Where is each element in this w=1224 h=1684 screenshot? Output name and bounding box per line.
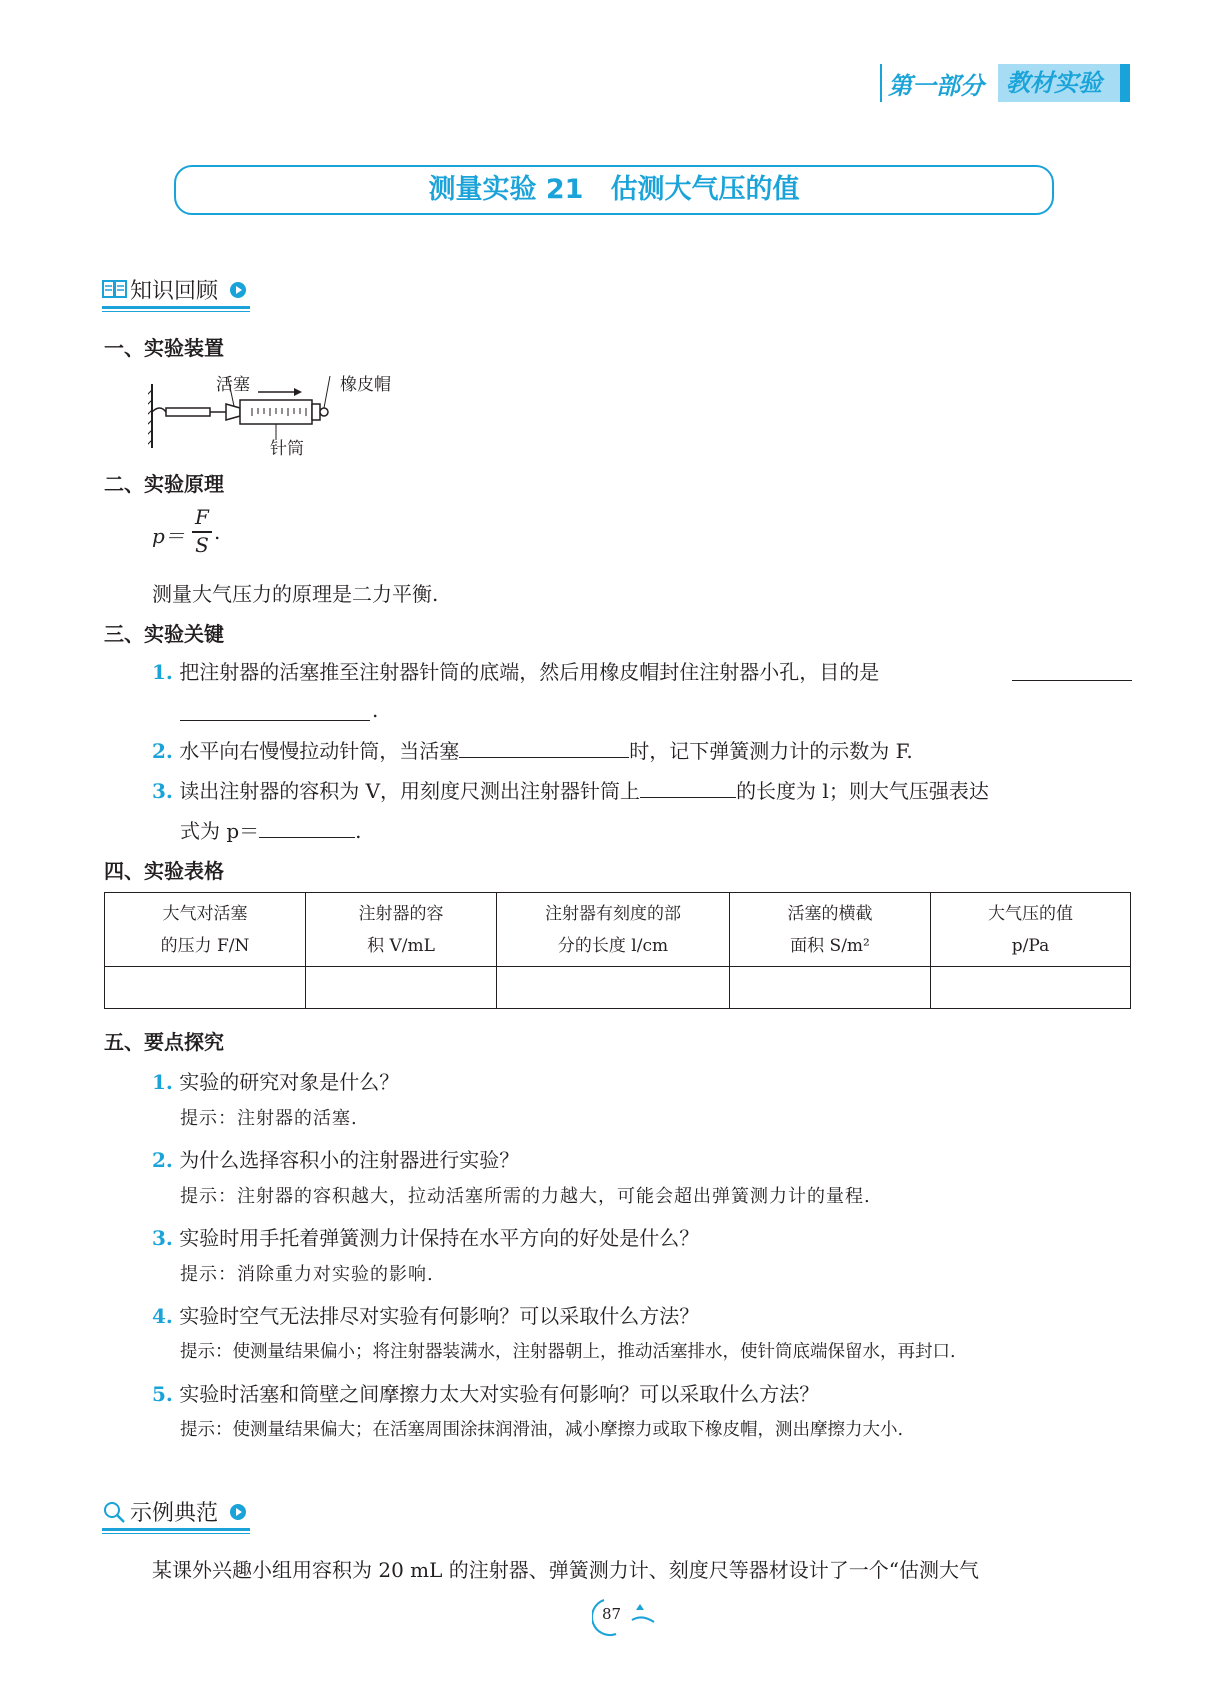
item-number: 5. (152, 1382, 173, 1406)
magnifier-icon (102, 1500, 128, 1524)
tag-underline-thin (102, 311, 250, 312)
section-heading-principle: 二、实验原理 (104, 472, 224, 496)
header-divider (880, 64, 882, 102)
key-item-1 (152, 656, 879, 685)
item-text: 水平向右慢慢拉动针筒，当活塞 (179, 739, 460, 763)
item-text: 把注射器的活塞推至注射器针筒的底端，然后用橡皮帽封住注射器小孔，目的是 (179, 660, 880, 684)
header-section-badge (998, 64, 1128, 102)
question-text: 为什么选择容积小的注射器进行实验？ (179, 1148, 520, 1172)
answer-blank[interactable] (459, 739, 629, 758)
hint-5: 提示：使测量结果偏大；在活塞周围涂抹润滑油，减小摩擦力或取下橡皮帽，测出摩擦力大小. (180, 1420, 904, 1440)
table-header-cell: 注射器的容 积 V/mL (306, 893, 497, 967)
table-cell[interactable] (730, 967, 931, 1009)
question-4 (152, 1300, 699, 1329)
example-text: 某课外兴趣小组用容积为 20 mL 的注射器、弹簧测力计、刻度尺等器材设计了一个“估测大气 (152, 1558, 979, 1582)
play-icon (230, 1504, 246, 1520)
knowledge-tag (102, 272, 252, 308)
question-text: 实验的研究对象是什么？ (179, 1070, 400, 1094)
table-header-row (105, 893, 1131, 967)
experiment-table (104, 892, 1131, 1009)
header-section: 教材实验 (1006, 69, 1102, 97)
formula-numerator: F (195, 505, 209, 529)
formula-end: . (214, 520, 221, 544)
label-cap: 橡皮帽 (340, 375, 391, 395)
tag-underline-thin (102, 1533, 250, 1534)
question-1 (152, 1066, 399, 1095)
question-3 (152, 1222, 699, 1251)
table-cell[interactable] (931, 967, 1131, 1009)
header-part: 第一部分 (888, 72, 984, 100)
example-tag (102, 1494, 252, 1530)
answer-blank[interactable] (259, 819, 355, 838)
item-end: . (372, 698, 379, 722)
answer-blank[interactable] (180, 720, 370, 721)
question-5 (152, 1378, 819, 1407)
tag-underline (102, 306, 250, 309)
section-heading-key: 三、实验关键 (104, 622, 224, 646)
question-text: 实验时空气无法排尽对实验有何影响？可以采取什么方法？ (179, 1304, 700, 1328)
table-cell[interactable] (105, 967, 306, 1009)
question-2 (152, 1144, 519, 1173)
item-number: 2. (152, 739, 173, 763)
table-cell[interactable] (497, 967, 730, 1009)
hint-1: 提示：注射器的活塞. (180, 1108, 358, 1129)
section-heading-explore: 五、要点探究 (104, 1030, 224, 1054)
page-title: 测量实验 21 估测大气压的值 (428, 174, 800, 205)
key-item-3-cont (180, 815, 362, 844)
formula-lhs: p＝ (152, 524, 185, 548)
item-number: 2. (152, 1148, 173, 1172)
item-text-after: 时，记下弹簧测力计的示数为 F. (629, 739, 913, 763)
item-number: 3. (152, 1226, 173, 1250)
hint-4: 提示：使测量结果偏小；将注射器装满水，注射器朝上，推动活塞排水，使针筒底端保留水，再封口. (180, 1342, 956, 1362)
example-tag-label: 示例典范 (130, 1501, 219, 1526)
table-row (105, 967, 1131, 1009)
tag-underline (102, 1528, 250, 1531)
label-barrel: 针筒 (270, 439, 304, 459)
item-text-after: 的长度为 l；则大气压强表达 (736, 779, 989, 803)
header-end-bar (1120, 64, 1130, 102)
section-heading-apparatus: 一、实验装置 (104, 336, 224, 360)
hint-2: 提示：注射器的容积越大，拉动活塞所需的力越大，可能会超出弹簧测力计的量程. (180, 1186, 871, 1207)
play-icon (230, 282, 246, 298)
item-number: 4. (152, 1304, 173, 1328)
item-number: 1. (152, 1070, 173, 1094)
answer-blank[interactable] (1012, 680, 1132, 681)
question-text: 实验时用手托着弹簧测力计保持在水平方向的好处是什么？ (179, 1226, 700, 1250)
item-text: 式为 p＝ (180, 819, 260, 843)
knowledge-tag-label: 知识回顾 (130, 279, 219, 304)
page-number: 87 (602, 1605, 622, 1623)
table-header-cell: 大气压的值 p/Pa (931, 893, 1131, 967)
key-item-3 (152, 775, 989, 804)
item-number: 1. (152, 660, 173, 684)
table-header-cell: 注射器有刻度的部 分的长度 l/cm (497, 893, 730, 967)
principle-text: 测量大气压力的原理是二力平衡. (152, 582, 439, 606)
label-piston: 活塞 (216, 375, 250, 395)
book-icon (102, 278, 128, 302)
question-text: 实验时活塞和筒壁之间摩擦力太大对实验有何影响？可以采取什么方法？ (179, 1382, 820, 1406)
hint-3: 提示：消除重力对实验的影响. (180, 1264, 434, 1285)
table-header-cell: 活塞的横截 面积 S/m² (730, 893, 931, 967)
answer-blank[interactable] (640, 779, 736, 798)
section-heading-table: 四、实验表格 (104, 859, 224, 883)
formula-denominator: S (195, 533, 209, 557)
table-cell[interactable] (306, 967, 497, 1009)
item-number: 3. (152, 779, 173, 803)
table-header-cell: 大气对活塞 的压力 F/N (105, 893, 306, 967)
item-end: . (355, 819, 362, 843)
item-text: 读出注射器的容积为 V，用刻度尺测出注射器针筒上 (179, 779, 641, 803)
key-item-2 (152, 735, 913, 764)
